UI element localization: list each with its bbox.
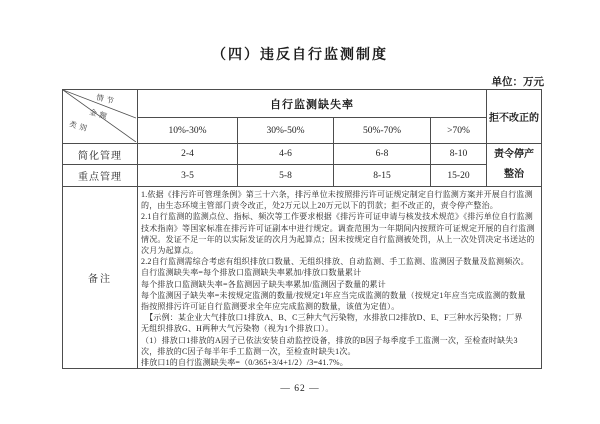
remark-line: 1.依据《排污许可管理条例》第三十六条，排污单位未按照排污许可证规定制定自行监测方案并开展自行监测 xyxy=(141,190,533,199)
value-cell: 6-8 xyxy=(334,144,431,165)
remark-line: 自行监测缺失率=每个排放口监测缺失率累加/排放口数量累计 xyxy=(141,268,362,278)
remark-line: 的，由生态环境主管部门责令改正，处2万元以上20万元以下的罚款；拒不改正的，责令停产整治。 xyxy=(141,201,498,211)
value-cell: 8-10 xyxy=(431,144,487,165)
row-label-key-management: 重点管理 xyxy=(63,165,138,187)
value-cell: 15-20 xyxy=(431,165,487,187)
value-cell: 5-8 xyxy=(238,165,334,187)
value-cell: 8-15 xyxy=(334,165,431,187)
penalty-table-wrap xyxy=(62,89,541,369)
corner-label-category: 类别 xyxy=(68,119,91,134)
penalty-cell xyxy=(487,144,542,187)
column-header-range-3: 50%-70% xyxy=(334,118,431,144)
corner-label-circumstance: 情节 xyxy=(95,92,118,107)
remark-line: 次月为起算点。 xyxy=(141,246,199,256)
remark-line: （1）排放口1排放的A因子已依法安装自动监控设备，排放的B因子每季度手工监测一次，至检查时缺失3 xyxy=(141,335,518,345)
remarks-content xyxy=(138,187,542,369)
column-header-range-1: 10%-30% xyxy=(138,118,238,144)
column-header-range-4: >70% xyxy=(431,118,487,144)
page-title: （四）违反自行监测制度 xyxy=(212,48,388,63)
value-cell: 2-4 xyxy=(138,144,238,165)
remark-line: 每个监测因子缺失率=未按规定监测的数量/按规定1年应当完成监测的数量（按规定1年应当完成监测的数量 xyxy=(141,290,526,300)
remark-line: 2.1自行监测的监测点位、指标、频次等工作要求根据《排污许可证申请与核发技术规范》《排污单位自行监测 xyxy=(141,212,533,222)
page-number: — 62 — xyxy=(280,384,320,394)
penalty-line-1: 责令停产 xyxy=(494,149,534,160)
remarks-label: 备注 xyxy=(63,187,138,369)
remark-line: 情况。发证不足一年的以实际发证的次月为起算点；因未按规定自行监测被处罚，从上一次处罚决定书送达的 xyxy=(141,234,535,244)
value-cell: 3-5 xyxy=(138,165,238,187)
unit-label: 单位：万元 xyxy=(491,77,544,88)
refusal-header: 拒不改正的 xyxy=(487,90,542,144)
remark-line: 无组织排放G、H两种大气污染物（视为1个排放口）。 xyxy=(141,324,334,334)
column-header-range-2: 30%-50% xyxy=(238,118,334,144)
remark-line: 2.2自行监测需综合考虑有组织排放口数量、无组织排放、自动监测、手工监测、监测因子数量及监测频次。 xyxy=(141,257,529,267)
corner-header-cell xyxy=(63,90,138,144)
corner-label-amount: 金额 xyxy=(88,107,111,122)
remark-line: 【示例：某企业大气排放口1排放A、B、C三种大气污染物，水排放口2排放D、E、F三种水污染物；厂界 xyxy=(141,313,523,323)
remark-line: 排放口1的自行监测缺失率=（0/365+3/4+1/2）/3=41.7%。 xyxy=(141,358,348,368)
remark-line: 次，排放的C因子每半年手工监测一次，至检查时缺失1次。 xyxy=(141,346,356,356)
column-group-header: 自行监测缺失率 xyxy=(138,90,487,118)
remark-line: 每个排放口监测缺失率=各监测因子缺失率累加/监测因子数量的累计 xyxy=(141,279,386,289)
penalty-line-2: 整治 xyxy=(504,169,524,180)
table-row xyxy=(63,165,542,187)
row-label-simplified-management: 简化管理 xyxy=(63,144,138,165)
remark-line: 指按照排污许可证自行监测要求全年应完成监测的数量，该值为定值）。 xyxy=(141,302,400,312)
penalty-table xyxy=(62,89,542,369)
value-cell: 4-6 xyxy=(238,144,334,165)
table-row xyxy=(63,144,542,165)
remark-line: 技术指南》等国家标准在排污许可证副本中进行规定。调查范围为一年期间内按照许可证规定开展的自行监测 xyxy=(141,223,535,233)
